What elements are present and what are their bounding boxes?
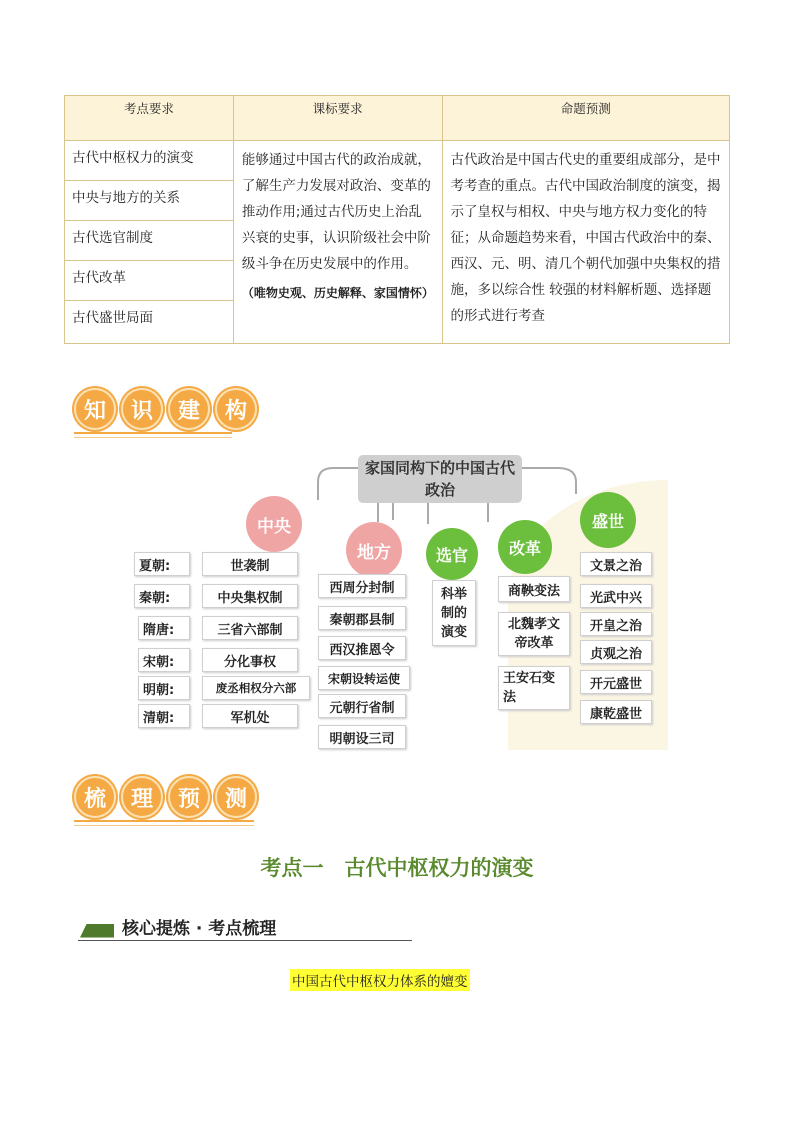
curriculum-literacy: （唯物史观、历史解释、家国情怀） [241,286,434,300]
local-item: 秦朝郡县制 [318,606,406,630]
dynasty-label: 夏朝: [134,552,190,576]
header-char: 识 [121,388,163,430]
prediction-text: 古代政治是中国古代史的重要组成部分，是中考考查的重点。古代中国政治制度的演变，揭示了皇权与相权、中央与地方权力变化的特征；从命题趋势来看，中国古代政治中的秦、西汉、元、明、清几个朝代加强中央集权的措施，多以综合性 较强的材料解析题、选择题的形式进行考查 [450,152,721,324]
header-char: 构 [215,388,257,430]
section-header-knowledge [74,388,262,430]
header-char: 预 [168,776,210,818]
topic-item: 古代选官制度 [65,221,233,261]
prosperity-item: 文景之治 [580,552,652,576]
dynasty-label: 明朝: [138,676,190,700]
central-item: 世袭制 [202,552,298,576]
prosperity-item: 康乾盛世 [580,700,652,724]
header-prediction: 命题预测 [442,96,730,141]
local-item: 西周分封制 [318,574,406,598]
prosperity-item: 开元盛世 [580,670,652,694]
reform-item: 王安石变法 [498,666,570,710]
topic-item: 古代中枢权力的演变 [65,141,233,181]
header-char: 测 [215,776,257,818]
sub-heading-bar [80,924,114,938]
sub-heading [80,914,276,939]
mind-map-root: 家国同构下的中国古代政治 [358,455,522,503]
reform-item: 北魏孝文帝改革 [498,612,570,656]
header-char: 理 [121,776,163,818]
local-item: 明朝设三司 [318,725,406,749]
prosperity-item: 贞观之治 [580,640,652,664]
node-prosperity: 盛世 [580,492,636,548]
central-item: 军机处 [202,704,298,728]
node-local: 地方 [346,522,402,578]
curriculum-text: 能够通过中国古代的政治成就，了解生产力发展对政治、变革的推动作用;通过古代历史上治乱兴衰的史事，认识阶级社会中阶级斗争在历史发展中的作用。 [241,152,431,272]
local-item: 西汉推恩令 [318,636,406,660]
node-central: 中央 [246,496,302,552]
curriculum-cell [233,141,442,344]
topics-cell [65,141,234,344]
highlighted-heading: 中国古代中枢权力体系的嬗变 [290,969,470,991]
header-char: 梳 [74,776,116,818]
sub-heading-text: 核心提炼 · 考点梳理 [122,919,277,939]
reform-item: 商鞅变法 [498,576,570,602]
dynasty-label: 清朝: [138,704,190,728]
prosperity-item: 开皇之治 [580,612,652,636]
header-exam-points: 考点要求 [65,96,234,141]
prosperity-item: 光武中兴 [580,584,652,608]
section-underline [74,825,254,826]
header-char: 建 [168,388,210,430]
node-selection: 选官 [426,528,478,580]
local-item: 元朝行省制 [318,694,406,718]
section-underline [74,432,232,434]
mind-map [128,452,668,752]
section-header-review [74,776,262,818]
selection-item: 科举制的演变 [432,580,476,646]
dynasty-label: 秦朝: [134,584,190,608]
topic-title: 考点一 古代中枢权力的演变 [260,856,534,880]
dynasty-label: 宋朝: [138,648,190,672]
topic-item: 古代盛世局面 [72,310,153,326]
central-item: 三省六部制 [202,616,298,640]
node-reform: 改革 [498,520,552,574]
prediction-cell [442,141,730,344]
sub-heading-underline [78,940,412,941]
requirements-table [64,95,730,344]
header-char: 知 [74,388,116,430]
central-item: 中央集权制 [202,584,298,608]
local-item: 宋朝设转运使 [318,666,410,690]
section-underline [74,437,232,438]
topic-item: 古代改革 [65,261,233,301]
central-item: 废丞相权分六部 [202,676,310,700]
topic-item: 中央与地方的关系 [65,181,233,221]
central-item: 分化事权 [202,648,298,672]
dynasty-label: 隋唐: [138,616,190,640]
section-underline [74,820,254,822]
header-curriculum: 课标要求 [233,96,442,141]
